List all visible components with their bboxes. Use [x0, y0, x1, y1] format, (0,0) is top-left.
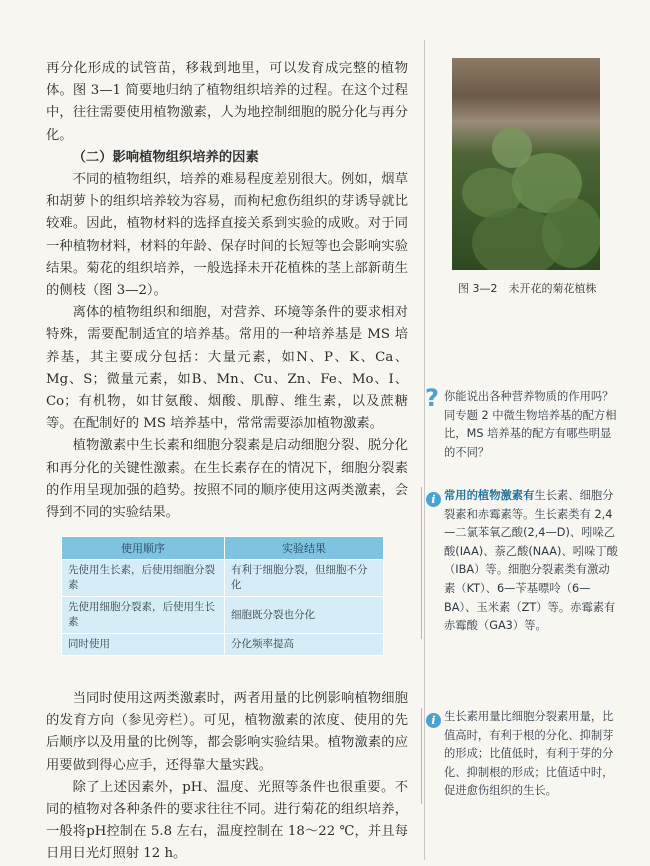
paragraph-materials: 不同的植物组织，培养的难易程度差别很大。例如，烟草和胡萝卜的组织培养较为容易，而枸杞愈伤组织的芽诱导就比较难。因此，植物材料的选择直接关系到实验的成败。对于同一种植物材料，材料的年龄、保存时间的长短等也会影响实验结果。菊花的组织培养，一般选择未开花植株的茎上部新萌生的侧枝（图 3—2）。	[46, 172, 408, 299]
paragraph-hormones: 植物激素中生长素和细胞分裂素是启动细胞分裂、脱分化和再分化的关键性激素。在生长素存在的情况下，细胞分裂素的作用呈现加强的趋势。按照不同的顺序使用这两类激素，会得到不同的实验结果。	[46, 438, 408, 521]
question-icon: ?	[425, 384, 439, 412]
tip-text: 生长素用量比细胞分裂素用量，比值高时，有利于根的分化、抑制芽的形成；比值低时，有利于芽的分化、抑制根的形成；比值适中时，促进愈伤组织的生长。	[444, 710, 614, 798]
section-heading: （二）影响植物组织培养的因素	[72, 149, 259, 165]
table-cell: 细胞既分裂也分化	[225, 597, 384, 634]
main-text-continued	[46, 688, 408, 866]
info-box	[421, 487, 618, 639]
question-note	[444, 388, 620, 462]
info-icon: i	[426, 492, 441, 507]
paragraph-ratio: 当同时使用这两类激素时，两者用量的比例影响植物细胞的发育方向（参见旁栏）。可见，植物激素的浓度、使用的先后顺序以及用量的比例等，都会影响实验结果。植物激素的应用要做到得心应手，还得靠大量实践。	[46, 691, 408, 773]
table-cell: 同时使用	[62, 634, 225, 656]
question-text: 你能说出各种营养物质的作用吗？同专题 2 中微生物培养基的配方相比，MS 培养基的配方有哪些明显的不同？	[444, 390, 617, 459]
info-icon: i	[426, 713, 441, 728]
tip-box	[421, 708, 618, 804]
info-title: 常用的植物激素有	[444, 489, 535, 502]
table-cell: 先使用细胞分裂素，后使用生长素	[62, 597, 225, 634]
paragraph-intro: 再分化形成的试管苗，移栽到地里，可以发育成完整的植物体。图 3—1 简要地归纳了植物组织培养的过程。在这个过程中，往往需要使用植物激素，人为地控制细胞的脱分化与再分化。	[46, 61, 408, 143]
hormone-order-table	[61, 536, 384, 656]
table-header-result: 实验结果	[225, 537, 384, 560]
table-cell: 先使用生长素，后使用细胞分裂素	[62, 560, 225, 597]
tip-content	[444, 708, 618, 801]
table-cell: 分化频率提高	[225, 634, 384, 656]
info-content	[444, 487, 618, 636]
chrysanthemum-photo	[452, 58, 600, 270]
table-header-order: 使用顺序	[62, 537, 225, 560]
paragraph-conditions: 除了上述因素外，pH、温度、光照等条件也很重要。不同的植物对各种条件的要求往往不同。进行菊花的组织培养，一般将pH控制在 5.8 左右，温度控制在 18～22 ℃，并且每日用日光灯照射 12 h。	[46, 779, 408, 862]
table-row	[62, 634, 384, 656]
paragraph-medium: 离体的植物组织和细胞，对营养、环境等条件的要求相对特殊，需要配制适宜的培养基。常用的一种培养基是 MS 培养基，其主要成分包括：大量元素，如N、P、K、Ca、Mg、S；微量元素，如B、Mn、Cu、Zn、Fe、Mo、I、Co；有机物，如甘氨酸、烟酸、肌醇、维生素，以及蔗糖等。在配制好的 MS 培养基中，常常需要添加植物激素。	[46, 305, 408, 432]
main-text	[46, 58, 408, 524]
table-cell: 有利于细胞分裂，但细胞不分化	[225, 560, 384, 597]
info-text: 生长素、细胞分裂素和赤霉素等。生长素类有 2,4—二氯苯氧乙酸(2,4—D)、吲哚乙酸(IAA)、萘乙酸(NAA)、吲哚丁酸（IBA）等。细胞分裂素类有激动素（KT）、6—苄基嘌呤（6—BA）、玉米素（ZT）等。赤霉素有赤霉酸（GA3）等。	[444, 489, 618, 633]
table-row	[62, 560, 384, 597]
table-row	[62, 597, 384, 634]
figure-caption: 图 3—2 未开花的菊花植株	[458, 282, 597, 295]
